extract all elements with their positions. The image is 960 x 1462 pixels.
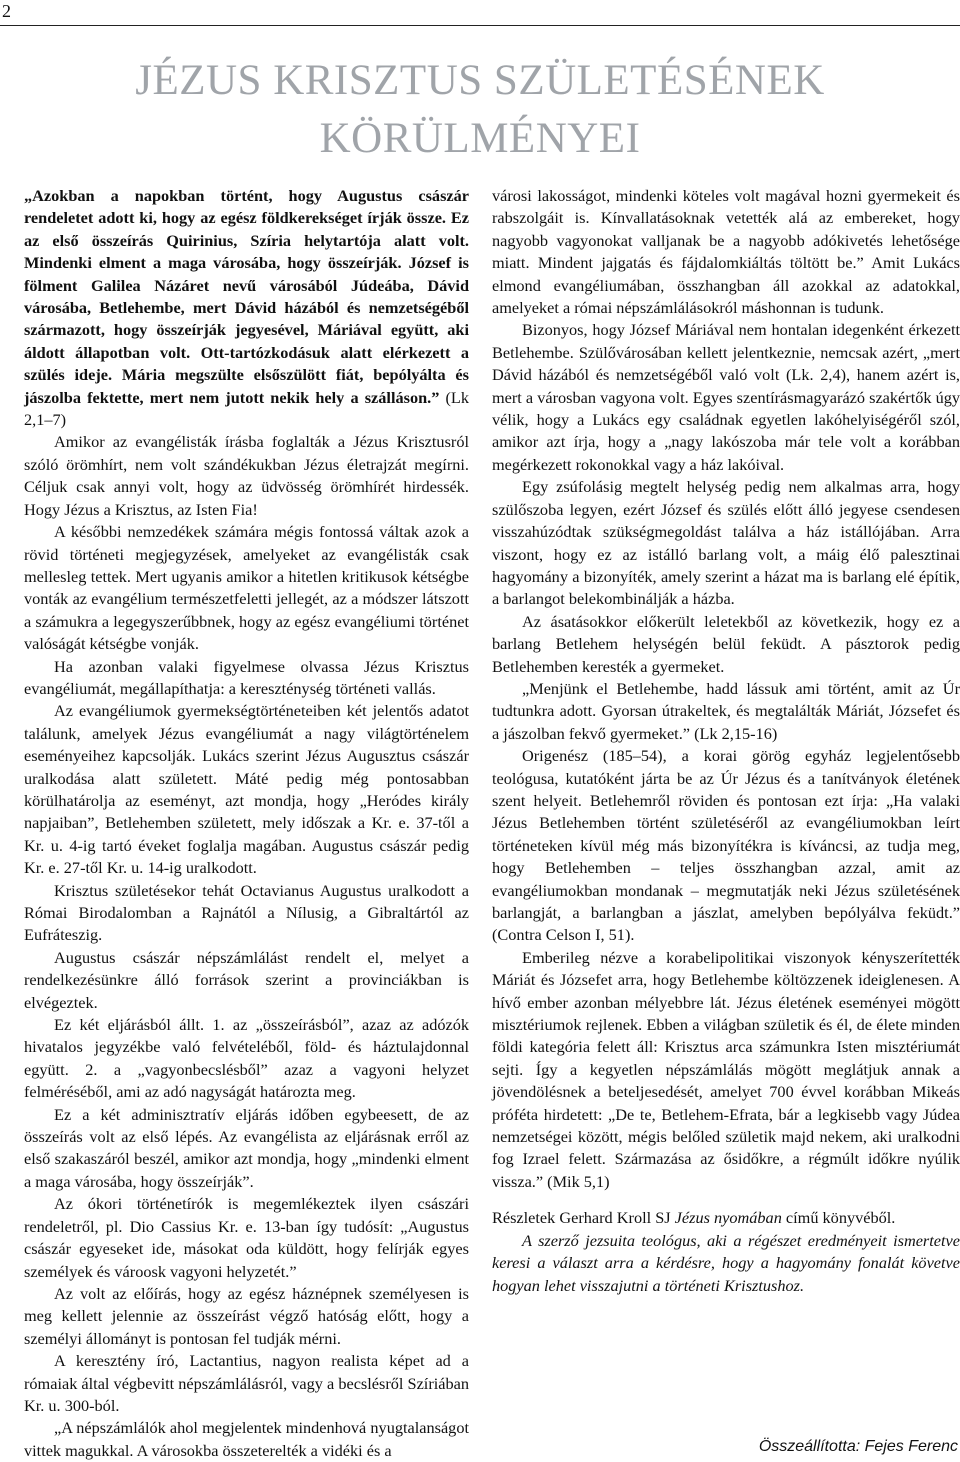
left-column xyxy=(24,185,469,1462)
paragraph: Ez a két adminisztratív eljárás időben egybeesett, de az összeírás volt az első lépés. Az evangélista az eljárásnak erről az első szakaszáról beszél, amikor azt mondja, hogy „mindenki elment a maga városába, hogy összeírják”. xyxy=(24,1104,469,1191)
paragraph: városi lakosságot, mindenki köteles volt magával hozni gyermekeit és rabszolgáit is. Kínvallatásoknak vetették alá az embereket, hogy nagyobb vagyonokat valljanak be a nagyobb adókivetés lehetősége miatt. Mindent jajgatás és fájdalomkiáltás töltött be.” Amit Lukács elmond evangéliumában, összhangban áll azokkal az adatokkal, amelyeket a római népszámlálásokról máshonnan is tudunk. xyxy=(492,186,960,318)
article-title-line-1: JÉZUS KRISZTUS SZÜLETÉSÉNEK xyxy=(135,57,825,104)
source-prefix: Részletek Gerhard Kroll SJ xyxy=(492,1208,675,1228)
compiler-credit: Összeállította: Fejes Ferenc xyxy=(758,1438,958,1455)
paragraph: Az ókori történetírók is megemlékeztek ilyen császári rendeletről, pl. Dio Cassius Kr. e. 13-ban így tudósít: „Augustus császár egyeseket ide, másokat oda küldött, hogy felírják egyes személyek és vároosk vagyoni helyzetét.” xyxy=(24,1194,469,1281)
paragraph: Amikor az evangélisták írásba foglalták a Jézus Krisztusról szóló örömhírt, nem volt szándékukban Jézus életrajzát megírni. Céljuk csak annyi volt, hogy az üdvösség örömhírét hirdessék. Hogy Jézus a Krisztus, az Isten Fia! xyxy=(24,432,469,519)
header-rule xyxy=(0,25,960,26)
source-citation xyxy=(492,1207,960,1229)
author-note: A szerző jezsuita teológus, aki a régészet eredményeit ismertetve keresi a választ arra a kérdésre, hogy a hagyomány fonalát követve hogyan lehet visszajutni a történeti Krisztushoz. xyxy=(492,1230,960,1295)
paragraph: „A népszámlálók ahol megjelentek mindenhová nyugtalanságot vittek magukkal. A városokba összeterelték a vidéki és a xyxy=(24,1418,469,1460)
paragraph: Ha azonban valaki figyelmese olvassa Jézus Krisztus evangéliumát, megállapíthatja: a kereszténység történeti vallás. xyxy=(24,656,469,698)
intro-quote-text: „Azokban a napokban történt, hogy Augustus császár rendeletet adott ki, hogy az egész földkerekséget írják össze. Ez az első összeírás Quirinius, Szíria helytartója alatt volt. Mindenki elment a maga városába, hogy összeírják. József is fölment Galilea Názáret nevű városából Júdeába, Dávid városába, Betlehembe, mert Dávid házából és nemzetségéből származott, hogy összeírják jegyesével, Máriával együtt, aki áldott állapotban volt. Ott-tartózkodásuk alatt elérkezett a szülés ideje. Mária megszülte elsőszülött fiát, bepólyálta és jászolba fektette, mert nem jutott nekik hely a szálláson.” xyxy=(24,186,469,407)
paragraph: Ez két eljárásból állt. 1. az „összeírásból”, azaz az adózók hivatalos jegyzékbe való felvételéből, föld- és háztulajdonnal együtt. 2. a „vagyonbecslésből” azaz a vagyoni helyzet felméréséből, ami az adó nagyságát határozta meg. xyxy=(24,1015,469,1102)
intro-scripture-quote xyxy=(24,185,469,431)
intro-quote-reference: (Lk 2,1–7) xyxy=(24,387,470,430)
paragraph: Origenész (185–54), a korai görög egyház legjelentősebb teológusa, kutatóként járta be az Úr Jézus és a tanítványok életének szent helyeit. Betlehemről röviden és pontosan ezt írja: „Ha valaki Jézus Betlehemben történt születéséről az evangéliumokban leírt történeteken kívül még más bizonyítékra is kíváncsi, az tudja meg, hogy Betlehemben – teljes összhangban azzal, amit az evangéliumokban mondanak – megmutatják neki Jézus születésének barlangját, a barlangban a jászlat, amelyben bepólyálva feküdt.” (Contra Celson I, 51). xyxy=(492,746,960,945)
source-suffix: című könyvéből. xyxy=(781,1208,896,1228)
article-title xyxy=(0,52,960,168)
paragraph: Augustus császár népszámlálást rendelt el, melyet a rendelkezésünkre álló források szerint a provinciákban is elvégeztek. xyxy=(24,947,469,1012)
right-column xyxy=(492,185,960,1297)
source-book-title: Jézus nyomában xyxy=(674,1208,782,1228)
paragraph: A keresztény író, Lactantius, nagyon realista képet ad a rómaiak által végbevitt népszámlálásról, vagy a becslésről Szíriában Kr. u. 300-ból. xyxy=(24,1351,469,1415)
paragraph: Krisztus születésekor tehát Octavianus Augustus uralkodott a Római Birodalomban a Rajnától a Nílusig, a Gibraltártól az Eufráteszig. xyxy=(24,880,469,945)
paragraph: Egy zsúfolásig megtelt helység pedig nem alkalmas arra, hogy szülőszoba legyen, ezért József és szülés előtt álló jegyese csendesen visszahúzódtak szükségmegoldást találva a ház istállójában. Arra viszont, hogy ez az istálló barlang volt, a máig élő palesztinai hagyomány a bizonyíték, amely szerint a házat ma is barlang elé építik, a barlangot belekombinálják a házba. xyxy=(492,477,960,609)
paragraph: Az ásatásokkor előkerült leletekből az következik, hogy ez a barlang Betlehem helységén belül feküdt. A pásztorok pedig Betlehemben keresték a gyermeket. xyxy=(492,611,960,676)
paragraph: Emberileg nézve a korabelipolitikai viszonyok kényszerítették Máriát és Józsefet arra, hogy Betlehembe költözzenek ideiglenesen. A hívő ember azonban mélyebbre lát. Jézus életének eseményei mögött misztériumok rejlenek. Ebben a világban születik és él, de élete minden földi kategória felett áll: Krisztus arca számunkra Isten misztériumát sejti. Így a kegyetlen népszámlálás mögött meglátjuk annak a jövendölésnek a beteljesedését, amelyet 700 évvel korábban Mikeás próféta hirdetett: „De te, Betlehem-Efrata, bár a legkisebb vagy Júdea nemzetségei között, mégis belőled születik majd nekem, aki uralkodni fog Izrael felett. Származása az ősidőkre, a régmúlt időkre nyúlik vissza.” (Mik 5,1) xyxy=(492,947,960,1191)
paragraph: Az volt az előírás, hogy az egész háznépnek személyesen is meg kellett jelennie az összeírást végző hatóság előtt, hogy a személyi állományt is pontosan fel tudják mérni. xyxy=(24,1283,469,1348)
paragraph: Az evangéliumok gyermekségtörténeteiben két jelentős adatot találunk, amelyek Jézus evangéliumát a nagy világtörténelem eseményeihez kapcsolják. Lukács szerint Jézus Augusztus császár uralkodása alatt született. Máté pedig még pontosabban körülhatárolja az eseményt, azt mondja, hogy „Heródes király napjaiban”, Betlehemben született, mely időszak a Kr. e. 37-től a Kr. u. 4-ig tartó éveket foglalja magában. Augustus császár pedig Kr. e. 27-től Kr. u. 14-ig uralkodott. xyxy=(24,701,469,878)
paragraph: „Menjünk el Betlehembe, hadd lássuk ami történt, amit az Úr tudtunkra adott. Gyorsan útrakeltek, és megtalálták Máriát, Józsefet és a jászolban fekvő gyermeket.” (Lk 2,15-16) xyxy=(492,678,960,743)
article-title-line-2: KÖRÜLMÉNYEI xyxy=(319,115,641,162)
paragraph: A későbbi nemzedékek számára mégis fontossá váltak azok a rövid történeti megjegyzések, amelyeket az evangélisták csak mellesleg tettek. Mert ugyanis amikor a hitetlen kritikusok kétségbe vonták az evangélium természetfeletti jellegét, az a módszer látszott a számukra a legegyszerűbbnek, hogy az egész evangéliumi történet valóságát kétségbe vonják. xyxy=(24,522,469,654)
paragraph: Bizonyos, hogy József Máriával nem hontalan idegenként érkezett Betlehembe. Szülővárosában kellett jelentkeznie, nemcsak azért, „mert Dávid házából és nemzetségéből való volt (Lk. 2,4), hanem azért is, mert a városban vagyona volt. Egyes szentírásmagyarázó szakértők úgy vélik, hogy a Lukács egy családnak egyetlen lakóhelyiségéről szól, amikor azt írja, hogy a „nagy lakószoba már tele volt a korábban megérkezett rokonokkal vagy a ház lakóival. xyxy=(492,320,960,474)
page-number: 2 xyxy=(2,1,11,21)
